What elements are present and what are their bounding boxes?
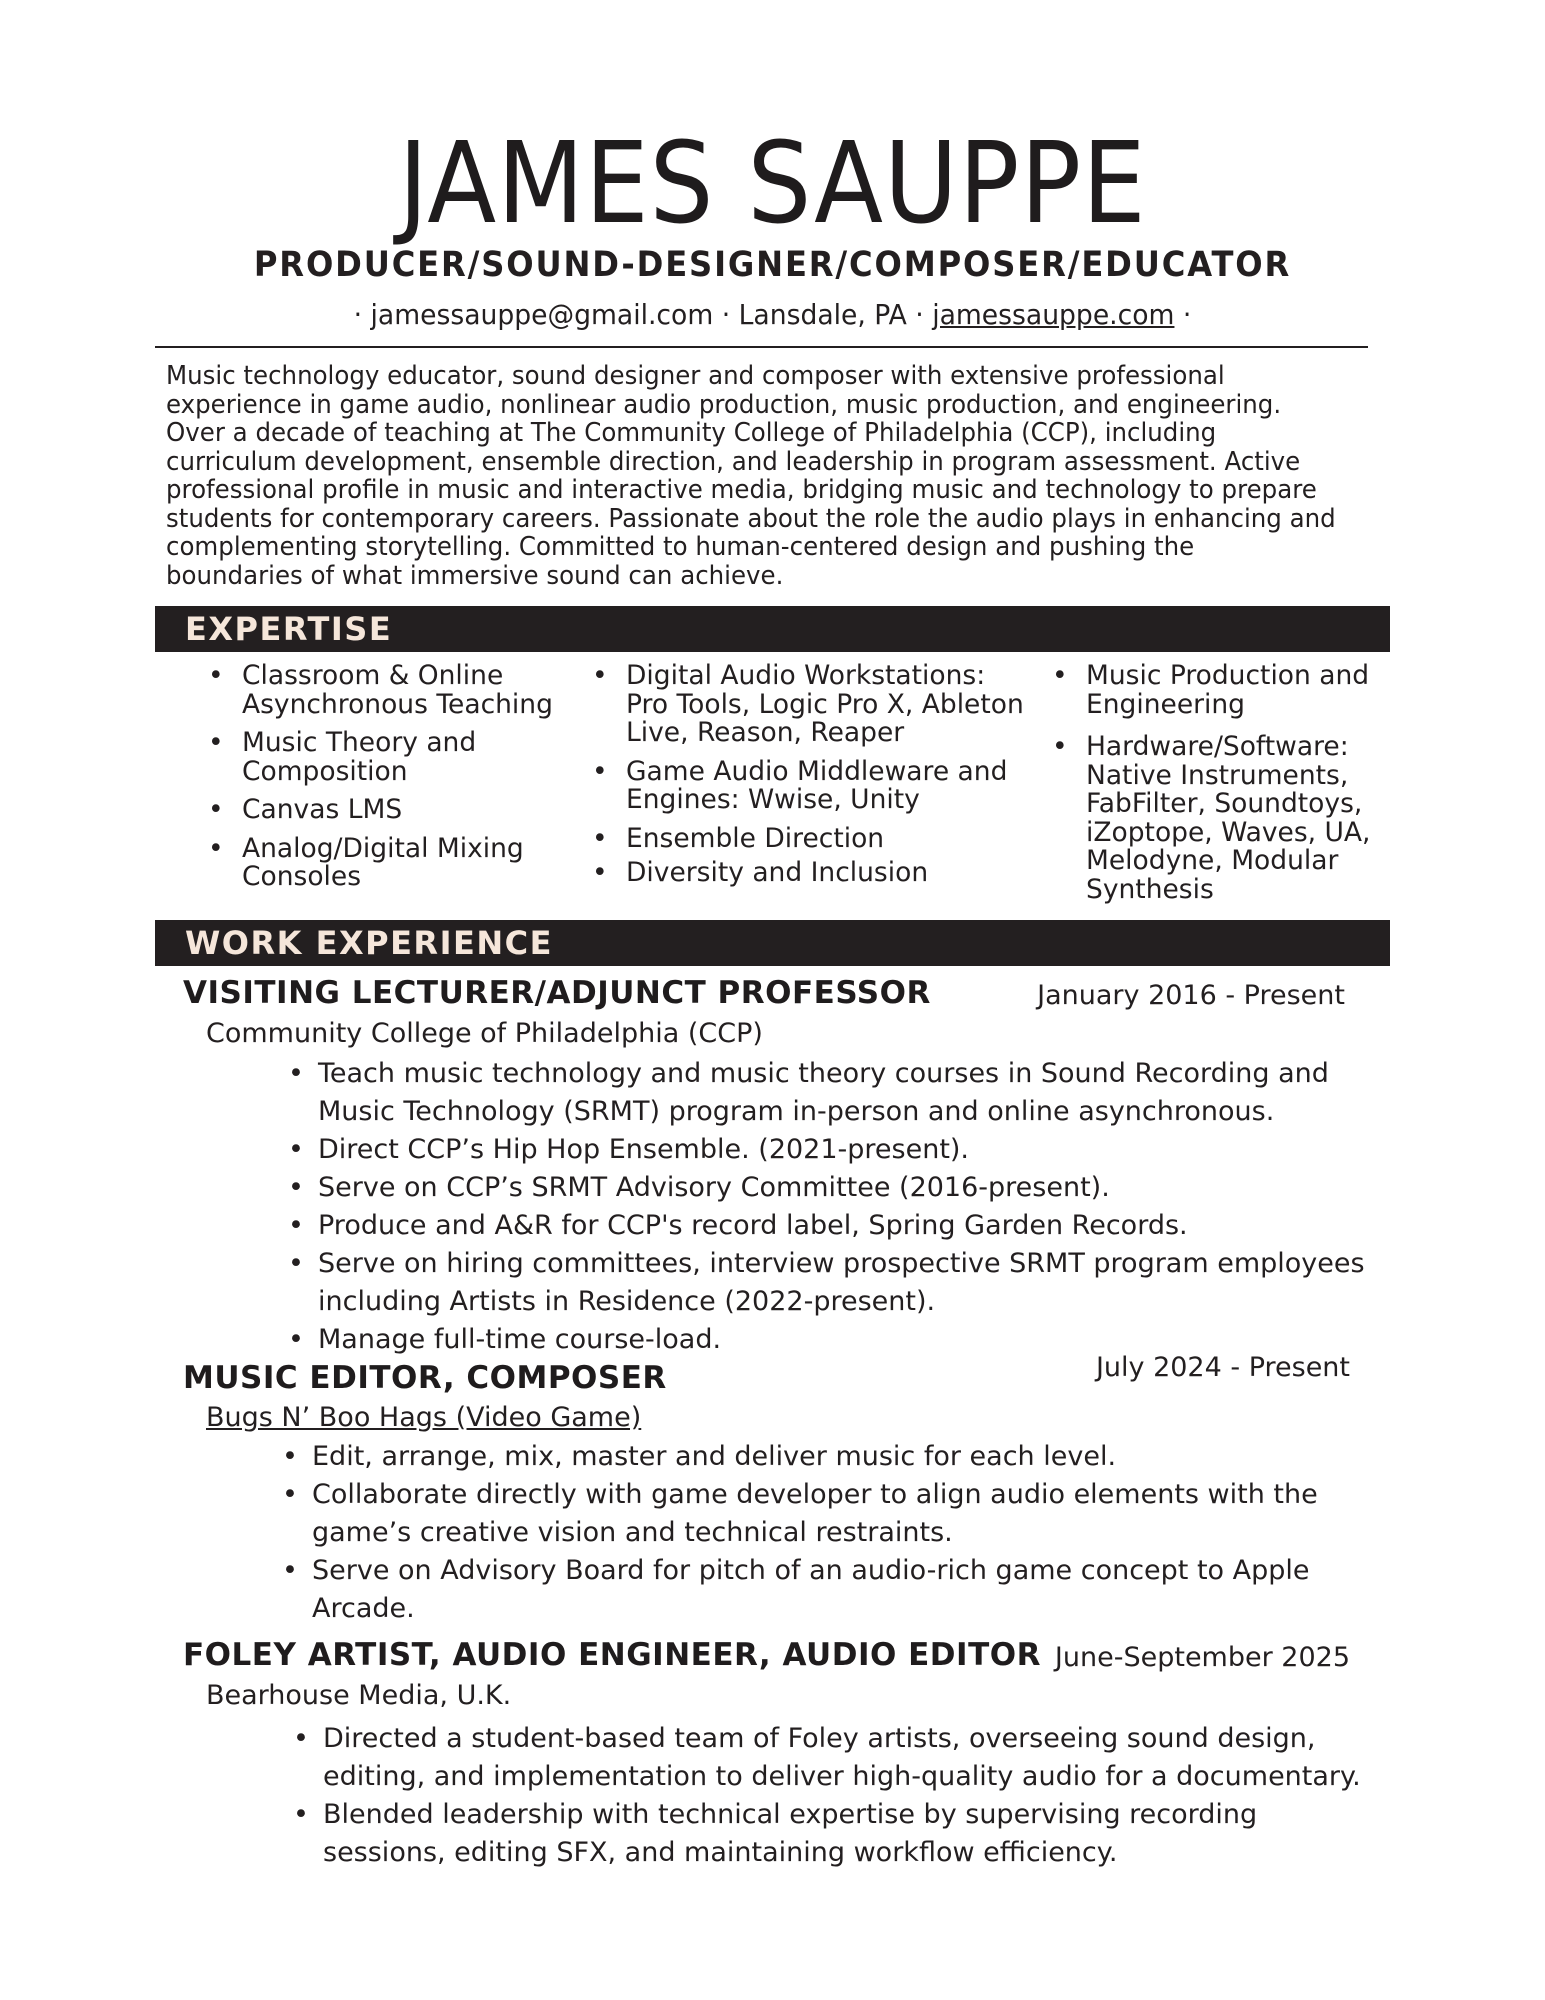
- expertise-item: • Ensemble Direction: [626, 825, 1026, 854]
- job-bullet: • Serve on Advisory Board for pitch of an audio-rich game concept to Apple Arcade.: [312, 1552, 1372, 1628]
- contact-suffix: ·: [1174, 298, 1192, 331]
- expertise-item: • Classroom & Online Asynchronous Teaching: [242, 662, 582, 719]
- candidate-title: PRODUCER/SOUND-DESIGNER/COMPOSER/EDUCATOR: [253, 245, 1292, 285]
- expertise-column-2: [626, 662, 1026, 898]
- job-bullet: • Edit, arrange, mix, master and deliver music for each level.: [312, 1438, 1372, 1476]
- job-title: MUSIC EDITOR, COMPOSER: [183, 1360, 667, 1396]
- expertise-item: • Game Audio Middleware and Engines: Wwise, Unity: [626, 758, 1026, 815]
- job-bullet: • Serve on hiring committees, interview prospective SRMT program employees including Artists in Residence (2022-present).: [318, 1245, 1378, 1321]
- expertise-column-3: [1086, 662, 1386, 914]
- job-bullet: • Directed a student-based team of Foley artists, overseeing sound design, editing, and implementation to deliver high-quality audio for a documentary.: [323, 1720, 1383, 1796]
- job-bullet: • Produce and A&R for CCP's record label, Spring Garden Records.: [318, 1207, 1378, 1245]
- professional-summary: Music technology educator, sound designer and composer with extensive professional experience in game audio, nonlinear audio production, music production, and engineering. Over a decade of teaching at The Community College of Philadelphia (CCP), including curriculum development, ensemble direction, and leadership in program assessment. Active professional profile in music and interactive media, bridging music and technology to prepare students for contemporary careers. Passionate about the role the audio plays in enhancing and complementing storytelling. Committed to human-centered design and pushing the boundaries of what immersive sound can achieve.: [166, 361, 1336, 591]
- expertise-heading: EXPERTISE: [185, 610, 393, 648]
- work-experience-heading: WORK EXPERIENCE: [185, 924, 553, 962]
- expertise-section-header: [155, 606, 1390, 652]
- job-bullets: [318, 1055, 1378, 1359]
- expertise-item: • Hardware/Software: Native Instruments, FabFilter, Soundtoys, iZoptope, Waves, UA, Melodyne, Modular Synthesis: [1086, 733, 1386, 904]
- expertise-item: • Digital Audio Workstations: Pro Tools, Logic Pro X, Ableton Live, Reason, Reaper: [626, 662, 1026, 748]
- job-dates: January 2016 - Present: [1037, 980, 1345, 1011]
- expertise-column-1: [242, 662, 582, 902]
- header-divider: [155, 346, 1368, 348]
- job-dates: June-September 2025: [1054, 1642, 1350, 1673]
- job-bullet: • Blended leadership with technical expertise by supervising recording sessions, editing SFX, and maintaining workflow efficiency.: [323, 1796, 1383, 1872]
- contact-line: [39, 298, 1507, 331]
- job-title: FOLEY ARTIST, AUDIO ENGINEER, AUDIO EDITOR: [183, 1637, 1041, 1673]
- job-bullets: [323, 1720, 1383, 1872]
- job-bullet: • Collaborate directly with game developer to align audio elements with the game’s creative vision and technical restraints.: [312, 1476, 1372, 1552]
- job-bullet: • Manage full-time course-load.: [318, 1321, 1378, 1359]
- candidate-name: JAMES SAUPPE: [398, 119, 1147, 249]
- expertise-item: • Music Theory and Composition: [242, 729, 582, 786]
- job-bullet: • Teach music technology and music theory courses in Sound Recording and Music Technology (SRMT) program in-person and online asynchronous.: [318, 1055, 1378, 1131]
- expertise-item: • Analog/Digital Mixing Consoles: [242, 835, 582, 892]
- job-title: VISITING LECTURER/ADJUNCT PROFESSOR: [183, 975, 931, 1011]
- job-organization: Community College of Philadelphia (CCP): [206, 1018, 763, 1049]
- job-dates: July 2024 - Present: [1095, 1352, 1350, 1383]
- job-bullet: • Direct CCP’s Hip Hop Ensemble. (2021-present).: [318, 1131, 1378, 1169]
- job-bullets: [312, 1438, 1372, 1628]
- job-organization-link[interactable]: Bugs N’ Boo Hags (Video Game): [206, 1402, 642, 1433]
- contact-email-location: · jamessauppe@gmail.com · Lansdale, PA ·: [353, 298, 933, 331]
- job-organization: Bearhouse Media, U.K.: [206, 1680, 512, 1711]
- job-bullet: • Serve on CCP’s SRMT Advisory Committee (2016-present).: [318, 1169, 1378, 1207]
- expertise-item: • Music Production and Engineering: [1086, 662, 1386, 719]
- expertise-item: • Diversity and Inclusion: [626, 859, 1026, 888]
- website-link[interactable]: jamessauppe.com: [932, 298, 1175, 331]
- expertise-item: • Canvas LMS: [242, 796, 582, 825]
- work-experience-section-header: [155, 920, 1390, 966]
